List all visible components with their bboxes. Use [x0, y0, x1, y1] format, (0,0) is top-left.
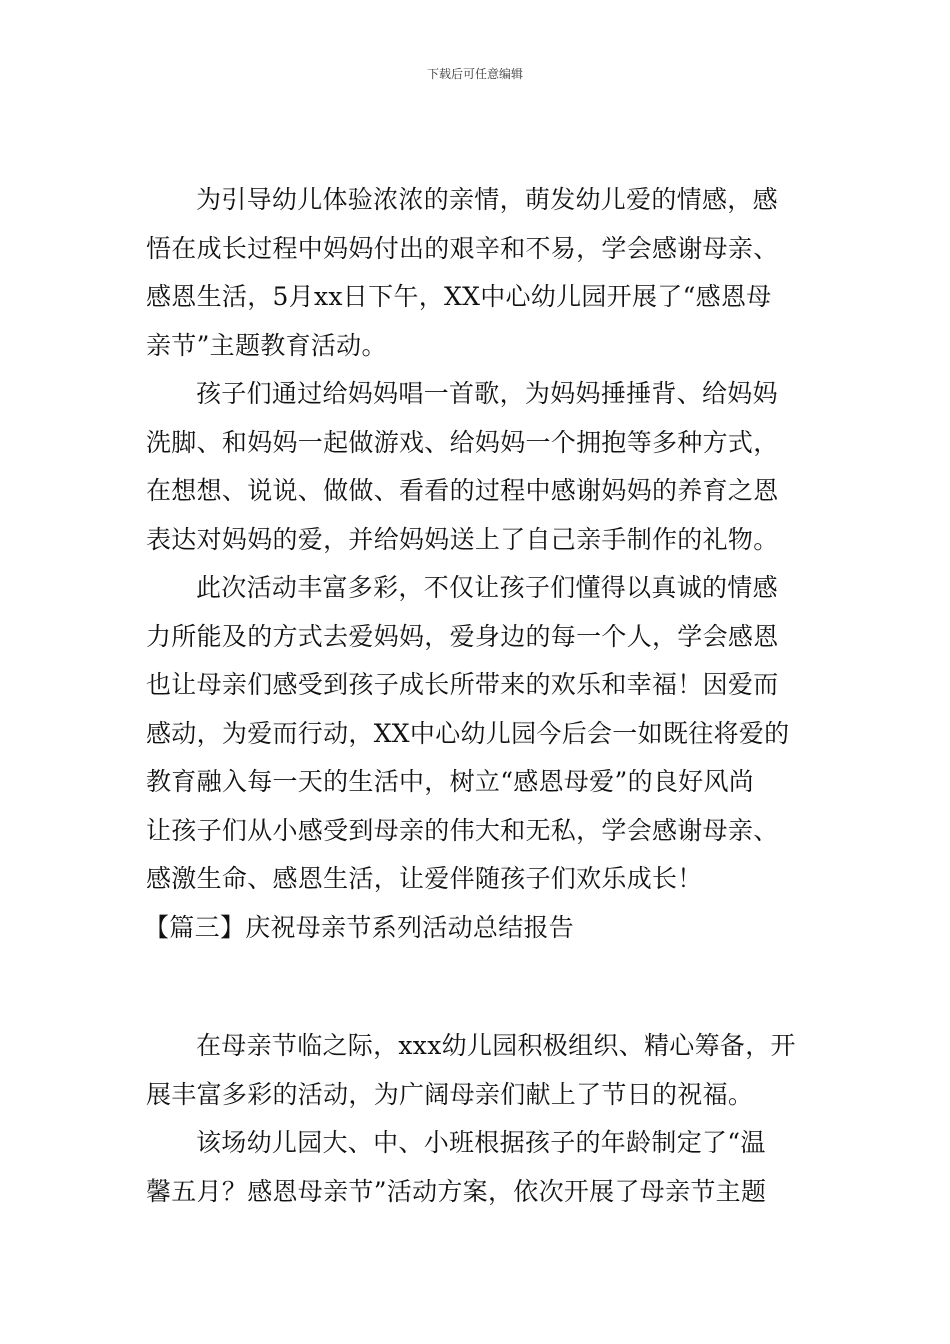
section-heading: 【篇三】庆祝母亲节系列活动总结报告	[144, 912, 575, 942]
paragraph-line: 孩子们通过给妈妈唱一首歌，为妈妈捶捶背、给妈妈	[196, 379, 778, 408]
paragraph-line: 感激生命、感恩生活，让爱伴随孩子们欢乐成长！	[146, 864, 703, 893]
paragraph-line: 此次活动丰富多彩，不仅让孩子们懂得以真诚的情感	[196, 573, 778, 602]
paragraph-line: 洗脚、和妈妈一起做游戏、给妈妈一个拥抱等多种方式，	[146, 427, 779, 457]
paragraph-line: 悟在成长过程中妈妈付出的艰辛和不易，学会感谢母亲、	[146, 233, 779, 263]
article-body-top	[146, 176, 806, 952]
article-body-bottom	[146, 1022, 806, 1216]
paragraph-line: 为引导幼儿体验浓浓的亲情，萌发幼儿爱的情感，感	[196, 185, 778, 214]
paragraph-line: 表达对妈妈的爱，并给妈妈送上了自己亲手制作的礼物。	[146, 524, 779, 554]
paragraph-line: 在母亲节临之际，xxx幼儿园积极组织、精心筹备，开	[196, 1031, 796, 1060]
paragraph-line: 亲节”主题教育活动。	[146, 330, 387, 360]
paragraph-line: 教育融入每一天的生活中，树立“感恩母爱”的良好风尚	[146, 767, 755, 796]
paragraph-line: 展丰富多彩的活动，为广阔母亲们献上了节日的祝福。	[146, 1079, 754, 1109]
paragraph-line: 感动，为爱而行动，XX中心幼儿园今后会一如既往将爱的	[146, 718, 790, 748]
paragraph-line: 在想想、说说、做做、看看的过程中感谢妈妈的养育之恩	[146, 476, 779, 505]
paragraph-line: 感恩生活，5月xx日下午，XX中心幼儿园开展了“感恩母	[146, 282, 772, 311]
paragraph-line: 馨五月？感恩母亲节”活动方案，依次开展了母亲节主题	[146, 1176, 767, 1206]
paragraph-line: 让孩子们从小感受到母亲的伟大和无私，学会感谢母亲、	[146, 815, 779, 845]
page-header-note: 下载后可任意编辑	[426, 67, 523, 81]
paragraph-line: 该场幼儿园大、中、小班根据孩子的年龄制定了“温	[196, 1128, 766, 1157]
paragraph-line: 也让母亲们感受到孩子成长所带来的欢乐和幸福！因爱而	[146, 670, 779, 699]
paragraph-line: 力所能及的方式去爱妈妈，爱身边的每一个人，学会感恩	[146, 621, 779, 651]
